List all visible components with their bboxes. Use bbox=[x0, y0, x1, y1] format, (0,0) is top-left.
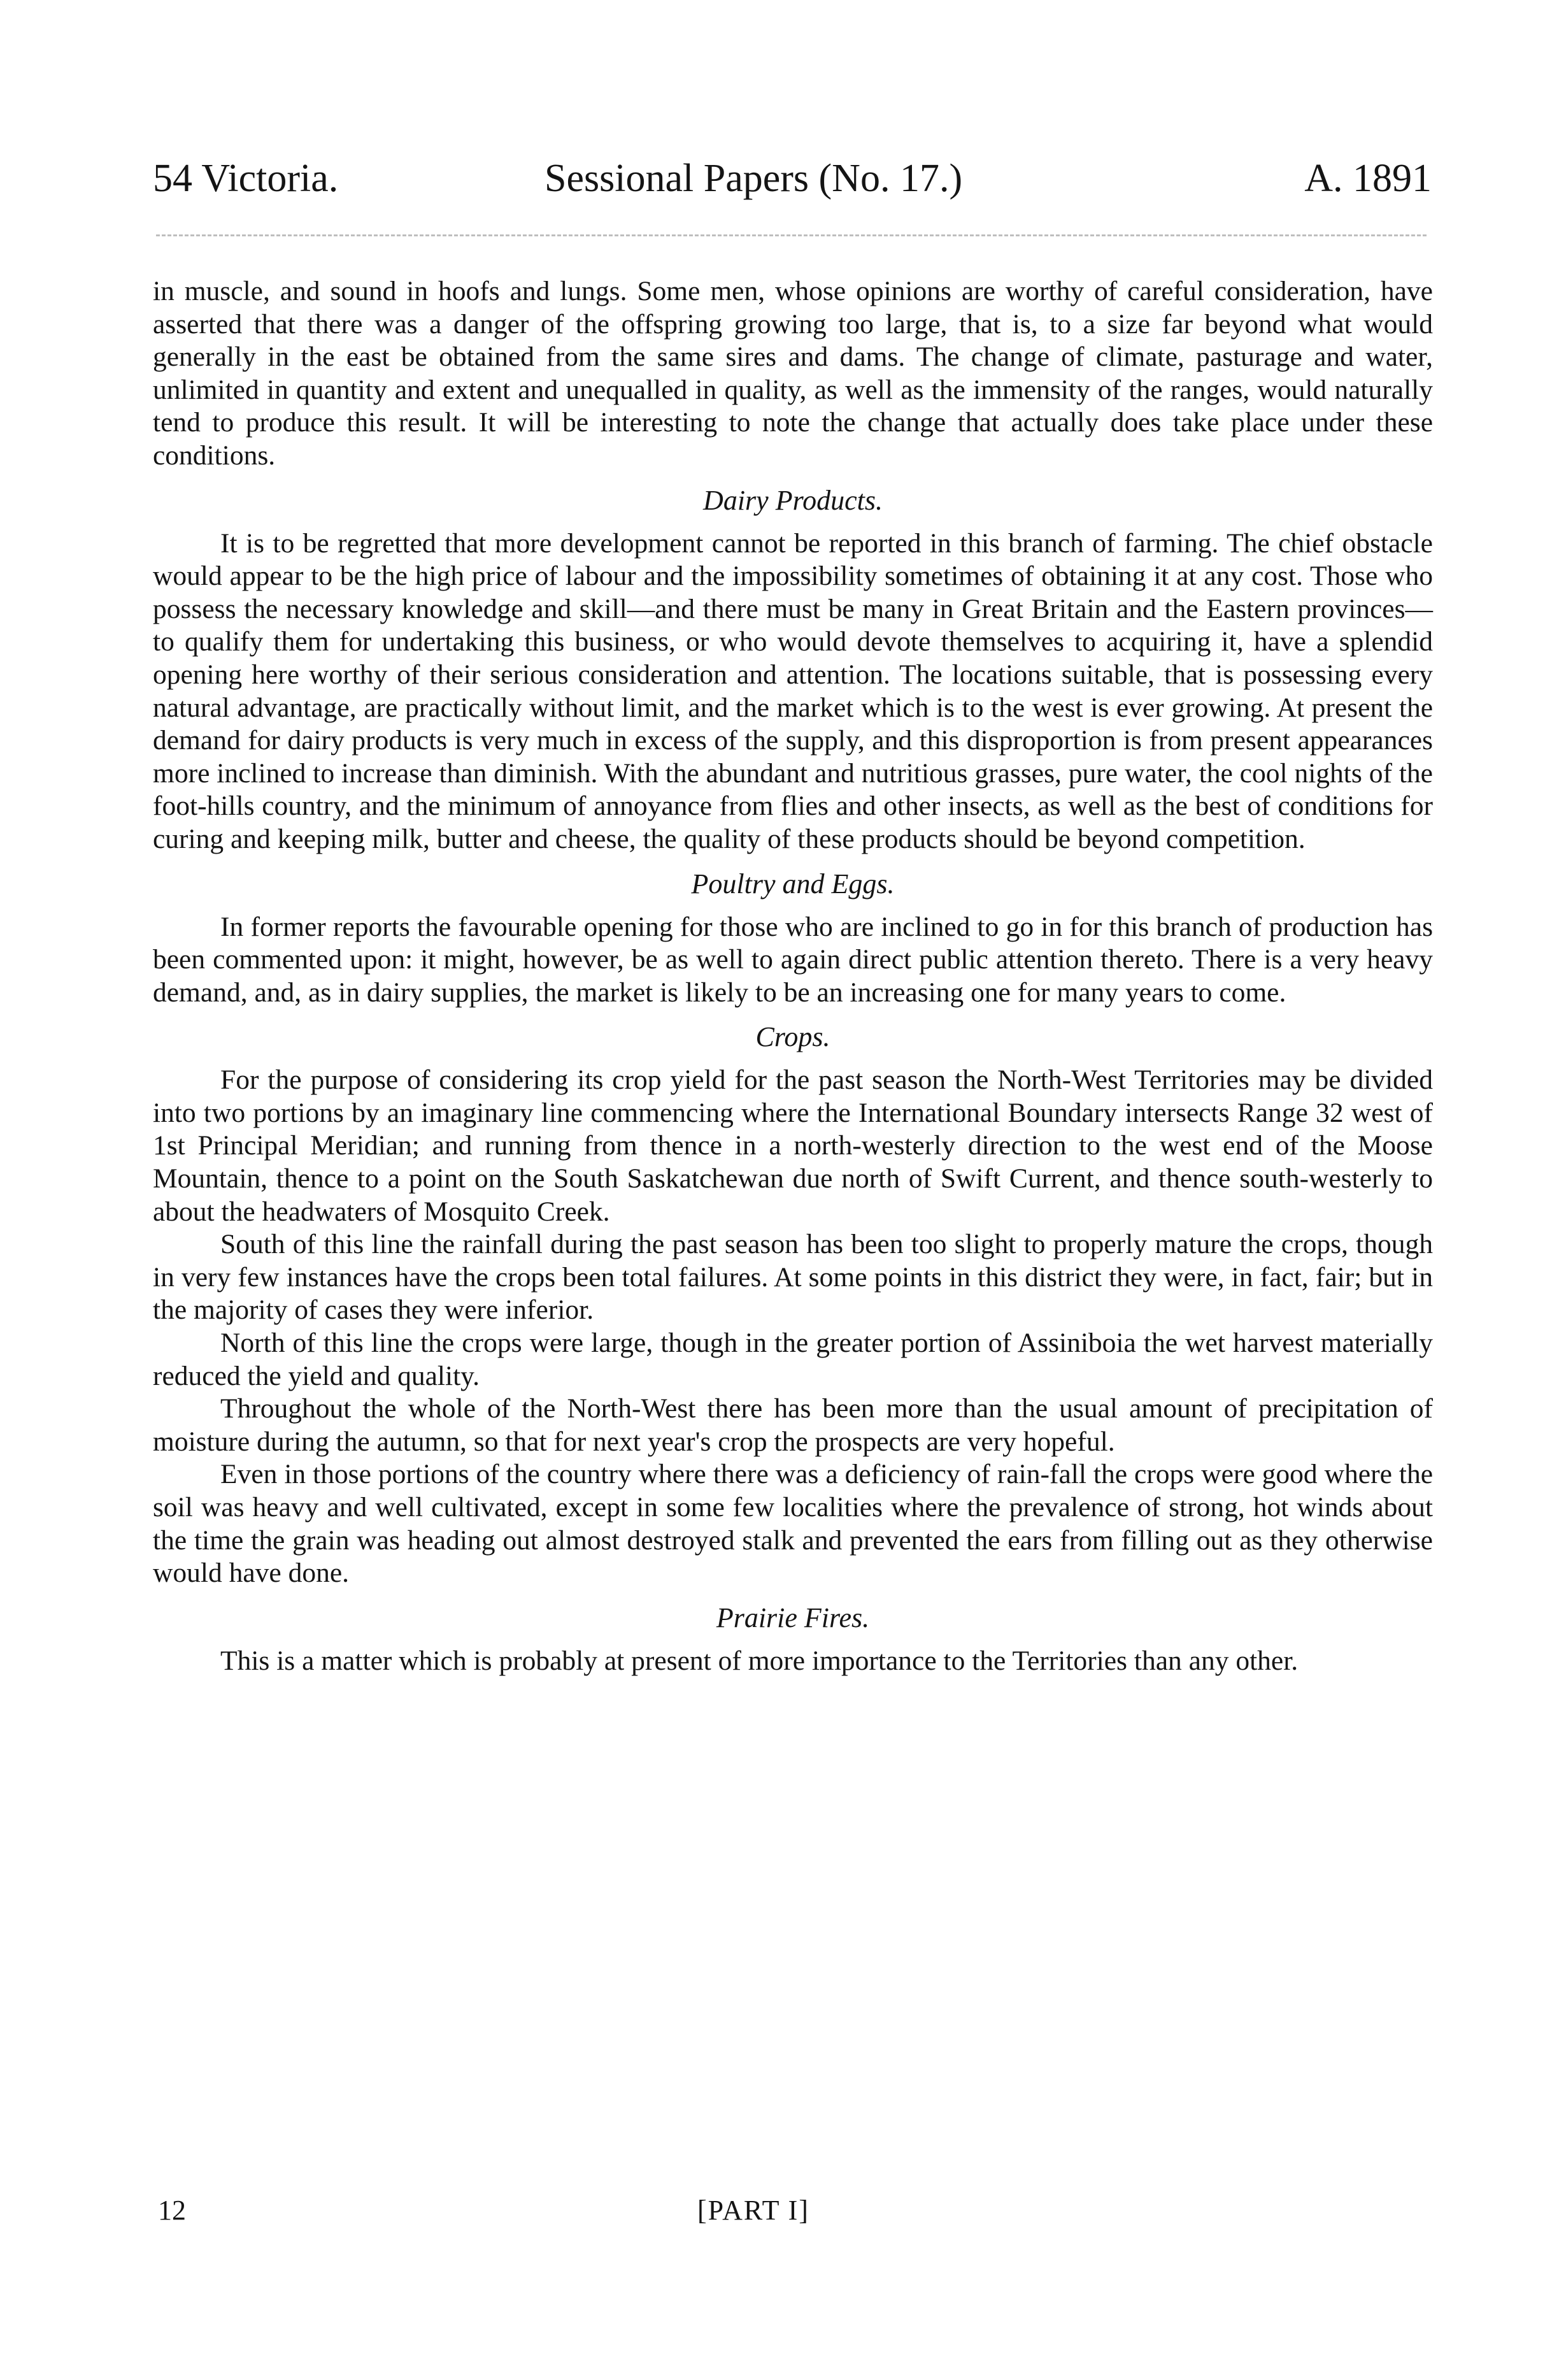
paragraph-crops-south: South of this line the rainfall during the past season has been too slight to properly mature the crops, though in very few instances have the crops been total failures. At some points in this district they were, in fact, fair; but in the majority of cases they were inferior. bbox=[153, 1229, 1433, 1326]
paragraph-poultry-and-eggs: In former reports the favourable opening for those who are inclined to go in for this branch of production has been commented upon: it might, however, be as well to again direct public attention thereto. There is a very heavy demand, and, as in dairy supplies, the market is likely to be an increasing one for many years to come. bbox=[153, 911, 1433, 1008]
paragraph-crops-north: North of this line the crops were large, though in the greater portion of Assiniboia the wet harvest materially reduced the yield and quality. bbox=[153, 1328, 1433, 1391]
document-body bbox=[153, 275, 1433, 1677]
paragraph-dairy-products: It is to be regretted that more development cannot be reported in this branch of farming. The chief obstacle would appear to be the high price of labour and the impossibility sometimes of obtaining it at any cost. Those who possess the necessary knowledge and skill—and there must be many in Great Britain and the Eastern provinces—to qualify them for undertaking this business, or who would devote themselves to acquiring it, have a splendid opening here worthy of their serious consideration and attention. The locations suitable, that is possessing every natural advantage, are practically without limit, and the market which is to the west is ever growing. At present the demand for dairy products is very much in excess of the supply, and this disproportion is from present appearances more inclined to increase than diminish. With the abundant and nutritious grasses, pure water, the cool nights of the foot-hills country, and the minimum of annoyance from flies and other insects, as well as the best of conditions for curing and keeping milk, butter and cheese, the quality of these products should be beyond competition. bbox=[153, 527, 1433, 854]
page-number: 12 bbox=[158, 2195, 186, 2226]
header-title: Sessional Papers (No. 17.) bbox=[545, 157, 963, 200]
paragraph-continuation: in muscle, and sound in hoofs and lungs. Some men, whose opinions are worthy of careful consideration, have asserted that there was a danger of the offspring growing too large, that is, to a size far beyond what would generally in the east be obtained from the same sires and dams. The change of climate, pasturage and water, unlimited in quantity and extent and unequalled in quality, as well as the immensity of the ranges, would naturally tend to produce this result. It will be interesting to note the change that actually does take place under these conditions. bbox=[153, 276, 1433, 471]
part-label: [PART I] bbox=[697, 2195, 809, 2226]
page-footer bbox=[153, 2191, 1433, 2230]
paragraph-crops-intro: For the purpose of considering its crop yield for the past season the North-West Territories may be divided into two portions by an imaginary line commencing where the International Boundary intersects Range 32 west of 1st Principal Meridian; and running from thence in a north-westerly direction to the west end of the Moose Mountain, thence to a point on the South Saskatchewan due north of Swift Current, and thence south-westerly to about the headwaters of Mosquito Creek. bbox=[153, 1065, 1433, 1227]
section-heading-dairy-products: Dairy Products. bbox=[703, 484, 883, 516]
header-volume: 54 Victoria. bbox=[153, 157, 339, 200]
paragraph-crops-precipitation: Throughout the whole of the North-West there has been more than the usual amount of precipitation of moisture during the autumn, so that for next year's crop the prospects are very hopeful. bbox=[153, 1393, 1433, 1457]
page-header bbox=[153, 150, 1432, 207]
header-divider bbox=[156, 234, 1427, 236]
section-heading-crops: Crops. bbox=[755, 1021, 830, 1053]
header-year: A. 1891 bbox=[1304, 157, 1432, 200]
paragraph-prairie-fires: This is a matter which is probably at present of more importance to the Territories than any other. bbox=[220, 1645, 1299, 1676]
paragraph-crops-deficiency: Even in those portions of the country where there was a deficiency of rain-fall the crops were good where the soil was heavy and well cultivated, except in some few localities where the prevalence of strong, hot winds about the time the grain was heading out almost destroyed stalk and prevented the ears from filling out as they otherwise would have done. bbox=[153, 1459, 1433, 1589]
section-heading-poultry-and-eggs: Poultry and Eggs. bbox=[691, 868, 895, 900]
section-heading-prairie-fires: Prairie Fires. bbox=[716, 1602, 870, 1633]
